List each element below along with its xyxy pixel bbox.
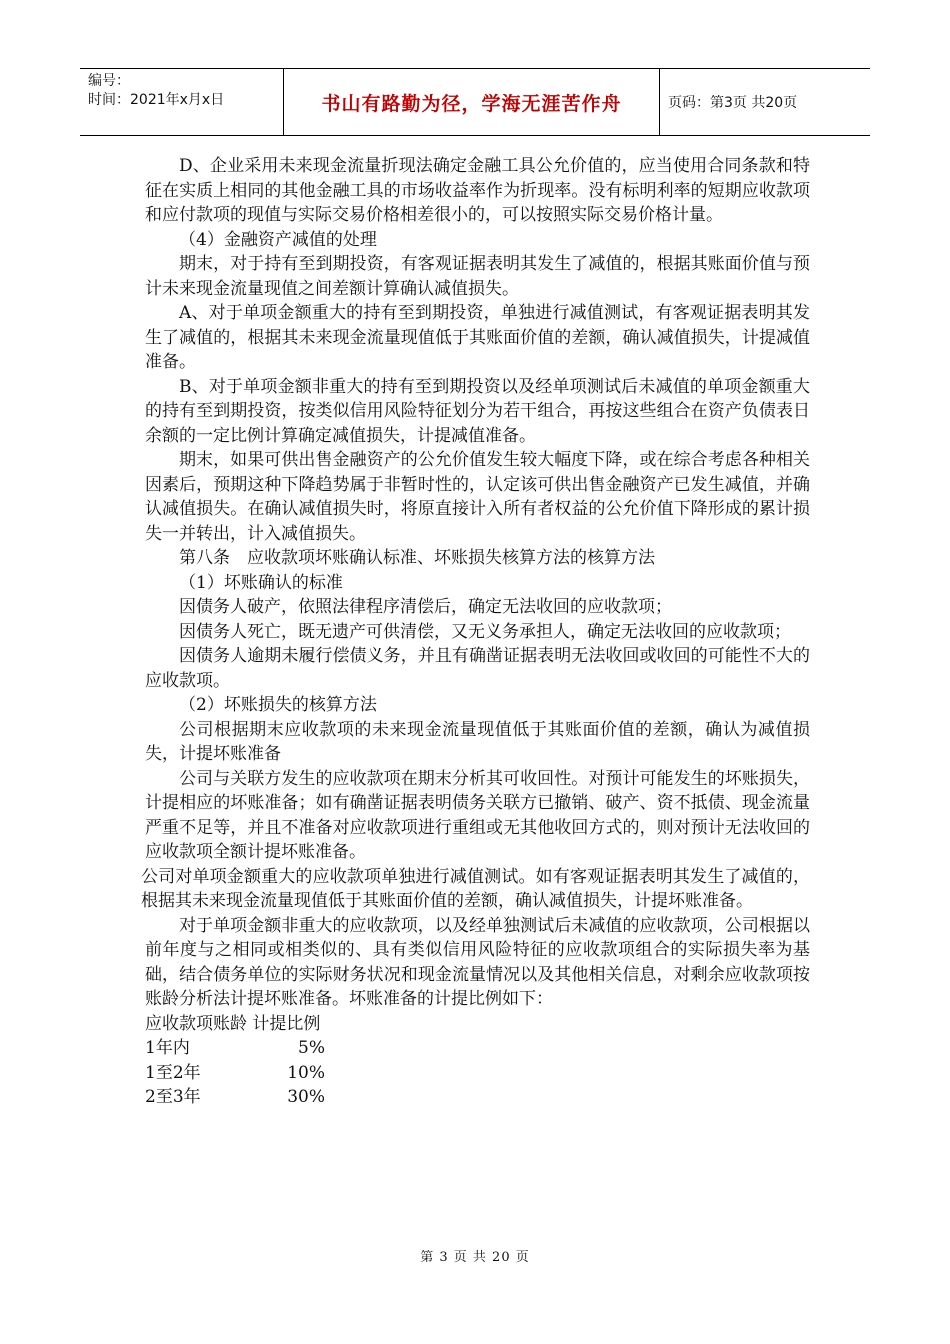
paragraph: 因债务人逾期未履行偿债义务，并且有确凿证据表明无法收回或收回的可能性不大的应收款项。	[145, 646, 810, 691]
ratio-cell: 5%	[298, 1038, 325, 1058]
paragraph: 期末，对于持有至到期投资，有客观证据表明其发生了减值的，根据其账面价值与预计未来现金流量现值之间差额计算确认减值损失。	[145, 254, 810, 299]
paragraph: 对于单项金额非重大的应收款项，以及经单独测试后未减值的应收款项，公司根据以前年度与之相同或相类似的、具有类似信用风险特征的应收款项组合的实际损失率为基础，结合债务单位的实际财务状况和现金流量情况以及其他相关信息，对剩余应收款项按账龄分析法计提坏账准备。坏账准备的计提比例如下：	[145, 915, 810, 1009]
section-heading: （2）坏账损失的核算方法	[179, 695, 377, 715]
table-row	[145, 1036, 810, 1061]
table-row	[145, 1085, 810, 1110]
paragraph: 因债务人死亡，既无遗产可供清偿，又无义务承担人，确定无法收回的应收款项；	[179, 621, 791, 642]
age-cell: 2至3年	[145, 1087, 201, 1107]
page-footer: 第 3 页 共 20 页	[420, 1250, 530, 1265]
section-heading: （1）坏账确认的标准	[179, 572, 343, 593]
paragraph: 公司对单项金额重大的应收款项单独进行减值测试。如有客观证据表明其发生了减值的，根据其未来现金流量现值低于其账面价值的差额，确认减值损失，计提坏账准备。	[141, 866, 810, 911]
paragraph: 公司与关联方发生的应收款项在期末分析其可收回性。对预计可能发生的坏账损失，计提相应的坏账准备；如有确凿证据表明债务关联方已撤销、破产、资不抵债、现金流量严重不足等，并且不准备对应收款项进行重组或无其他收回方式的，则对预计无法收回的应收款项全额计提坏账准备。	[145, 768, 810, 862]
paragraph: B、对于单项金额非重大的持有至到期投资以及经单项测试后未减值的单项金额重大的持有至到期投资，按类似信用风险特征划分为若干组合，再按这些组合在资产负债表日余额的一定比例计算确定减值损失，计提减值准备。	[145, 376, 810, 446]
article-heading: 第八条 应收款项坏账确认标准、坏账损失核算方法的核算方法	[179, 548, 655, 568]
paragraph: D、企业采用未来现金流量折现法确定金融工具公允价值的，应当使用合同条款和特征在实质上相同的其他金融工具的市场收益率作为折现率。没有标明利率的短期应收款项和应付款项的现值与实际交易价格相差很小的，可以按照实际交易价格计量。	[145, 156, 810, 225]
time-label: 时间：2021年x月x日	[88, 92, 225, 108]
paragraph: 因债务人破产，依照法律程序清偿后，确定无法收回的应收款项；	[179, 597, 672, 617]
header-page-info: 页码：第3页 共20页	[668, 95, 798, 111]
paragraph: 期末，如果可供出售金融资产的公允价值发生较大幅度下降，或在综合考虑各种相关因素后，预期这种下降趋势属于非暂时性的，认定该可供出售金融资产已发生减值，并确认减值损失。在确认减值损失时，将原直接计入所有者权益的公允价值下降形成的累计损失一并转出，计入减值损失。	[145, 450, 810, 544]
ratio-cell: 30%	[287, 1087, 325, 1107]
age-cell: 1至2年	[145, 1062, 201, 1083]
page-header	[80, 68, 870, 136]
paragraph: 公司根据期末应收款项的未来现金流量现值低于其账面价值的差额，确认为减值损失，计提坏账准备	[145, 719, 810, 764]
code-label: 编号：	[88, 73, 130, 89]
table-row	[145, 1061, 810, 1086]
section-heading: （4）金融资产减值的处理	[179, 229, 377, 250]
bad-debt-ratio-table	[145, 1012, 810, 1110]
document-body	[141, 154, 810, 1110]
header-motto: 书山有路勤为径，学海无涯苦作舟	[284, 69, 660, 135]
table-header: 应收款项账龄 计提比例	[145, 1013, 321, 1034]
ratio-cell: 10%	[287, 1062, 325, 1083]
age-cell: 1年内	[145, 1038, 190, 1058]
header-meta	[80, 69, 284, 135]
paragraph: A、对于单项金额重大的持有至到期投资，单独进行减值测试，有客观证据表明其发生了减值的，根据其未来现金流量现值低于其账面价值的差额，确认减值损失，计提减值准备。	[145, 303, 810, 372]
